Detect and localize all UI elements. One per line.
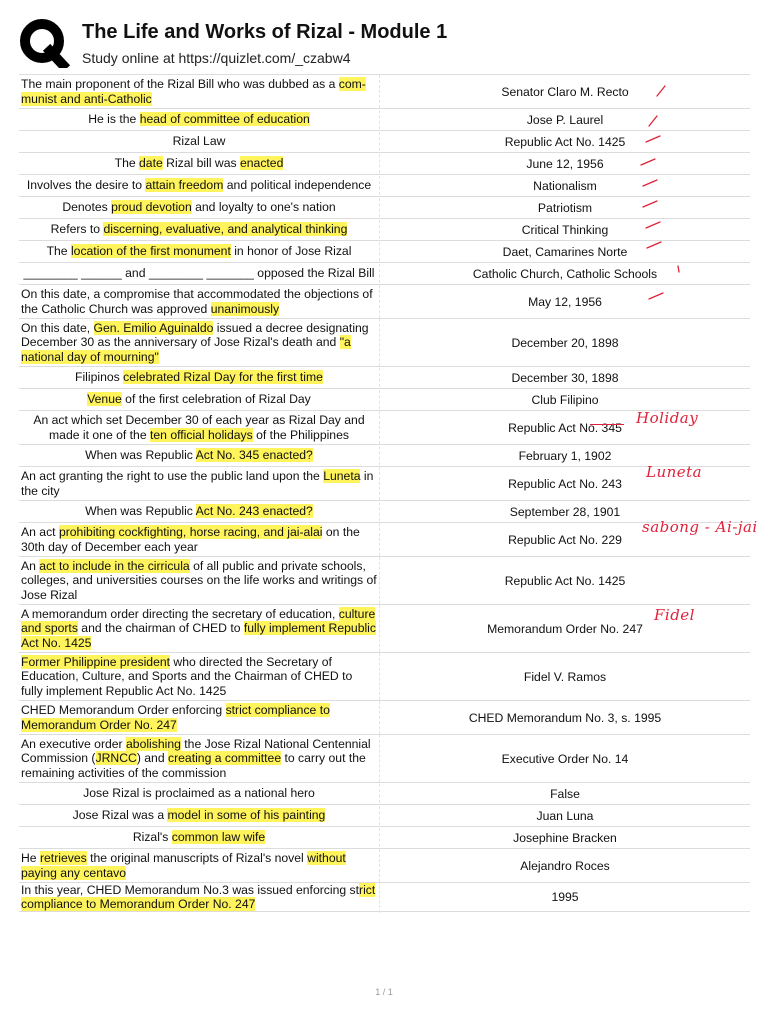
term-text: An act prohibiting cockfighting, horse racing, and jai-alai on the 30th day of December each year	[19, 523, 380, 555]
term-text: When was Republic Act No. 345 enacted?	[19, 446, 380, 464]
highlighted-text: Act No. 345 enacted?	[195, 448, 313, 463]
flashcard-row	[19, 783, 750, 805]
definition-text: Jose P. Laurel	[526, 112, 604, 127]
flashcard-row	[19, 153, 750, 175]
term-text: An act to include in the cirricula of all public and private schools, colleges, and universities courses on the life works and writings of Jose Rizal	[19, 557, 380, 604]
definition-text: Catholic Church, Catholic Schools	[472, 266, 658, 281]
highlighted-text: proud devotion	[111, 200, 192, 215]
definition-text: Alejandro Roces	[520, 858, 610, 873]
highlighted-text: act to include in the cirricula	[39, 559, 190, 574]
flashcard-row	[19, 285, 750, 319]
flashcard-row	[19, 197, 750, 219]
term-text: ________ ______ and ________ _______ opposed the Rizal Bill	[19, 264, 380, 282]
flashcard-row	[19, 883, 750, 912]
term-text: An act granting the right to use the public land upon the Luneta in the city	[19, 467, 380, 499]
handwritten-note: Holiday	[636, 409, 699, 427]
highlighted-text: discerning, evaluative, and analytical thinking	[103, 222, 348, 237]
definition-text: February 1, 1902	[518, 448, 612, 463]
flashcard-row	[19, 389, 750, 411]
flashcard-row	[19, 605, 750, 653]
definition-text: Senator Claro M. Recto	[501, 84, 629, 99]
flashcard-row	[19, 219, 750, 241]
highlighted-text: rict compliance to Memorandum Order No. 247	[21, 882, 376, 911]
highlighted-text: unanimously	[210, 301, 280, 316]
highlighted-text: Luneta	[323, 469, 361, 484]
term-text: Denotes proud devotion and loyalty to one's nation	[19, 198, 380, 216]
definition-text: CHED Memorandum No. 3, s. 1995	[468, 710, 662, 725]
definition-text: Juan Luna	[536, 808, 594, 823]
handwritten-note: sabong - Ai-jai	[642, 518, 758, 536]
highlighted-text: prohibiting cockfighting, horse racing, and jai-alai	[58, 525, 323, 540]
flashcard-row	[19, 523, 750, 557]
flashcard-row	[19, 241, 750, 263]
term-text: Jose Rizal was a model in some of his painting	[19, 806, 380, 824]
term-text: On this date, Gen. Emilio Aguinaldo issued a decree designating December 30 as the anniversary of Jose Rizal's death and "a national day of mourning"	[19, 319, 380, 366]
highlighted-text: creating a committee	[167, 751, 282, 766]
term-text: On this date, a compromise that accommodated the objections of the Catholic Church was approved unanimously	[19, 285, 380, 317]
definition-text: June 12, 1956	[526, 156, 604, 171]
definition-text: December 20, 1898	[511, 335, 619, 350]
highlighted-text: without paying any centavo	[21, 851, 346, 880]
term-text: An act which set December 30 of each year as Rizal Day and made it one of the ten official holidays of the Philippines	[19, 411, 380, 443]
flashcard-row	[19, 263, 750, 285]
term-text: The location of the first monument in honor of Jose Rizal	[19, 242, 380, 260]
flashcard-row	[19, 805, 750, 827]
definition-text: Memorandum Order No. 247	[487, 621, 643, 636]
flashcard-row	[19, 735, 750, 783]
flashcard-table	[19, 74, 750, 912]
highlighted-text: culture and sports	[21, 607, 376, 636]
term-text: Refers to discerning, evaluative, and analytical thinking	[19, 220, 380, 238]
flashcard-row	[19, 701, 750, 735]
definition-text: Club Filipino	[531, 392, 599, 407]
definition-text: Republic Act No. 229	[508, 532, 622, 547]
highlighted-text: com-munist and anti-Catholic	[21, 77, 366, 106]
definition-text: Patriotism	[537, 200, 593, 215]
definition-text: Republic Act No. 243	[508, 476, 622, 491]
highlighted-text: attain freedom	[145, 178, 224, 193]
highlighted-text: common law wife	[171, 830, 266, 845]
flashcard-row	[19, 367, 750, 389]
flashcard-row	[19, 827, 750, 849]
highlighted-text: fully implement Republic Act No. 1425	[21, 621, 376, 650]
handwritten-note: Fidel	[654, 606, 695, 624]
definition-text: Executive Order No. 14	[501, 751, 629, 766]
term-text: Rizal's common law wife	[19, 828, 380, 846]
highlighted-text: retrieves	[39, 851, 87, 866]
definition-text: Critical Thinking	[521, 222, 609, 237]
highlighted-text: Former Philippine president	[21, 655, 171, 670]
flashcard-row	[19, 175, 750, 197]
term-text: CHED Memorandum Order enforcing strict compliance to Memorandum Order No. 247	[19, 701, 380, 733]
highlighted-text: enacted	[239, 156, 284, 171]
term-text: Jose Rizal is proclaimed as a national hero	[19, 784, 380, 802]
highlighted-text: date	[139, 156, 163, 171]
term-text: He is the head of committee of education	[19, 110, 380, 128]
page-header	[0, 0, 768, 76]
definition-text: September 28, 1901	[509, 504, 621, 519]
term-text: A memorandum order directing the secretary of education, culture and sports and the chairman of CHED to fully implement Republic Act No. 1425	[19, 605, 380, 652]
highlighted-text: Gen. Emilio Aguinaldo	[93, 321, 214, 336]
term-text: The main proponent of the Rizal Bill who was dubbed as a com-munist and anti-Catholic	[19, 75, 380, 107]
flashcard-row	[19, 75, 750, 109]
definition-text: December 30, 1898	[511, 370, 619, 385]
definition-text: Fidel V. Ramos	[523, 669, 607, 684]
highlighted-text: "a national day of mourning"	[21, 335, 351, 364]
definition-text: May 12, 1956	[528, 294, 602, 309]
flashcard-row	[19, 445, 750, 467]
term-text: Involves the desire to attain freedom and political independence	[19, 176, 380, 194]
handwritten-note: Luneta	[646, 463, 703, 481]
flashcard-row	[19, 501, 750, 523]
term-text: The date Rizal bill was enacted	[19, 154, 380, 172]
highlighted-text: JRNCC	[95, 751, 137, 766]
highlighted-text: abolishing	[126, 737, 181, 752]
highlighted-text: model in some of his painting	[167, 808, 326, 823]
definition-text: Republic Act No. 1425	[504, 573, 626, 588]
highlighted-text: location of the first monument	[70, 244, 231, 259]
page-title: The Life and Works of Rizal - Module 1	[82, 21, 448, 43]
term-text: He retrieves the original manuscripts of Rizal's novel without paying any centavo	[19, 849, 380, 881]
flashcard-row	[19, 131, 750, 153]
flashcard-row	[19, 653, 750, 701]
term-text: When was Republic Act No. 243 enacted?	[19, 502, 380, 520]
flashcard-row	[19, 109, 750, 131]
term-text: An executive order abolishing the Jose Rizal National Centennial Commission (JRNCC) and creating a committee to carry out the remaining activities of the commission	[19, 735, 380, 782]
highlighted-text: ten official holidays	[149, 427, 253, 442]
highlighted-text: strict compliance to Memorandum Order No. 247	[21, 703, 330, 732]
highlighted-text: Act No. 243 enacted?	[195, 504, 313, 519]
definition-text: False	[550, 786, 580, 801]
definition-text: Republic Act No. 1425	[504, 134, 626, 149]
flashcard-row	[19, 849, 750, 883]
highlighted-text: Venue	[87, 392, 122, 407]
quizlet-logo-icon	[18, 16, 70, 68]
page-subtitle: Study online at https://quizlet.com/_czabw4	[82, 50, 351, 66]
term-text: Rizal Law	[19, 132, 380, 150]
term-text: Venue of the first celebration of Rizal Day	[19, 390, 380, 408]
definition-text: 1995	[551, 890, 579, 904]
flashcard-row	[19, 319, 750, 367]
definition-text: Daet, Camarines Norte	[502, 244, 628, 259]
highlighted-text: celebrated Rizal Day for the first time	[123, 370, 323, 385]
term-text: In this year, CHED Memorandum No.3 was issued enforcing strict compliance to Memorandum Order No. 247	[19, 881, 380, 913]
highlighted-text: head of committee of education	[139, 112, 310, 127]
flashcard-row	[19, 467, 750, 501]
term-text: Filipinos celebrated Rizal Day for the first time	[19, 368, 380, 386]
definition-text: Republic Act No. 345	[508, 420, 622, 435]
definition-text: Josephine Bracken	[513, 830, 617, 845]
term-text: Former Philippine president who directed the Secretary of Education, Culture, and Sports and the Chairman of CHED to fully implement Republic Act No. 1425	[19, 653, 380, 700]
definition-text: Nationalism	[533, 178, 597, 193]
page-number: 1 / 1	[375, 987, 393, 997]
flashcard-row	[19, 557, 750, 605]
